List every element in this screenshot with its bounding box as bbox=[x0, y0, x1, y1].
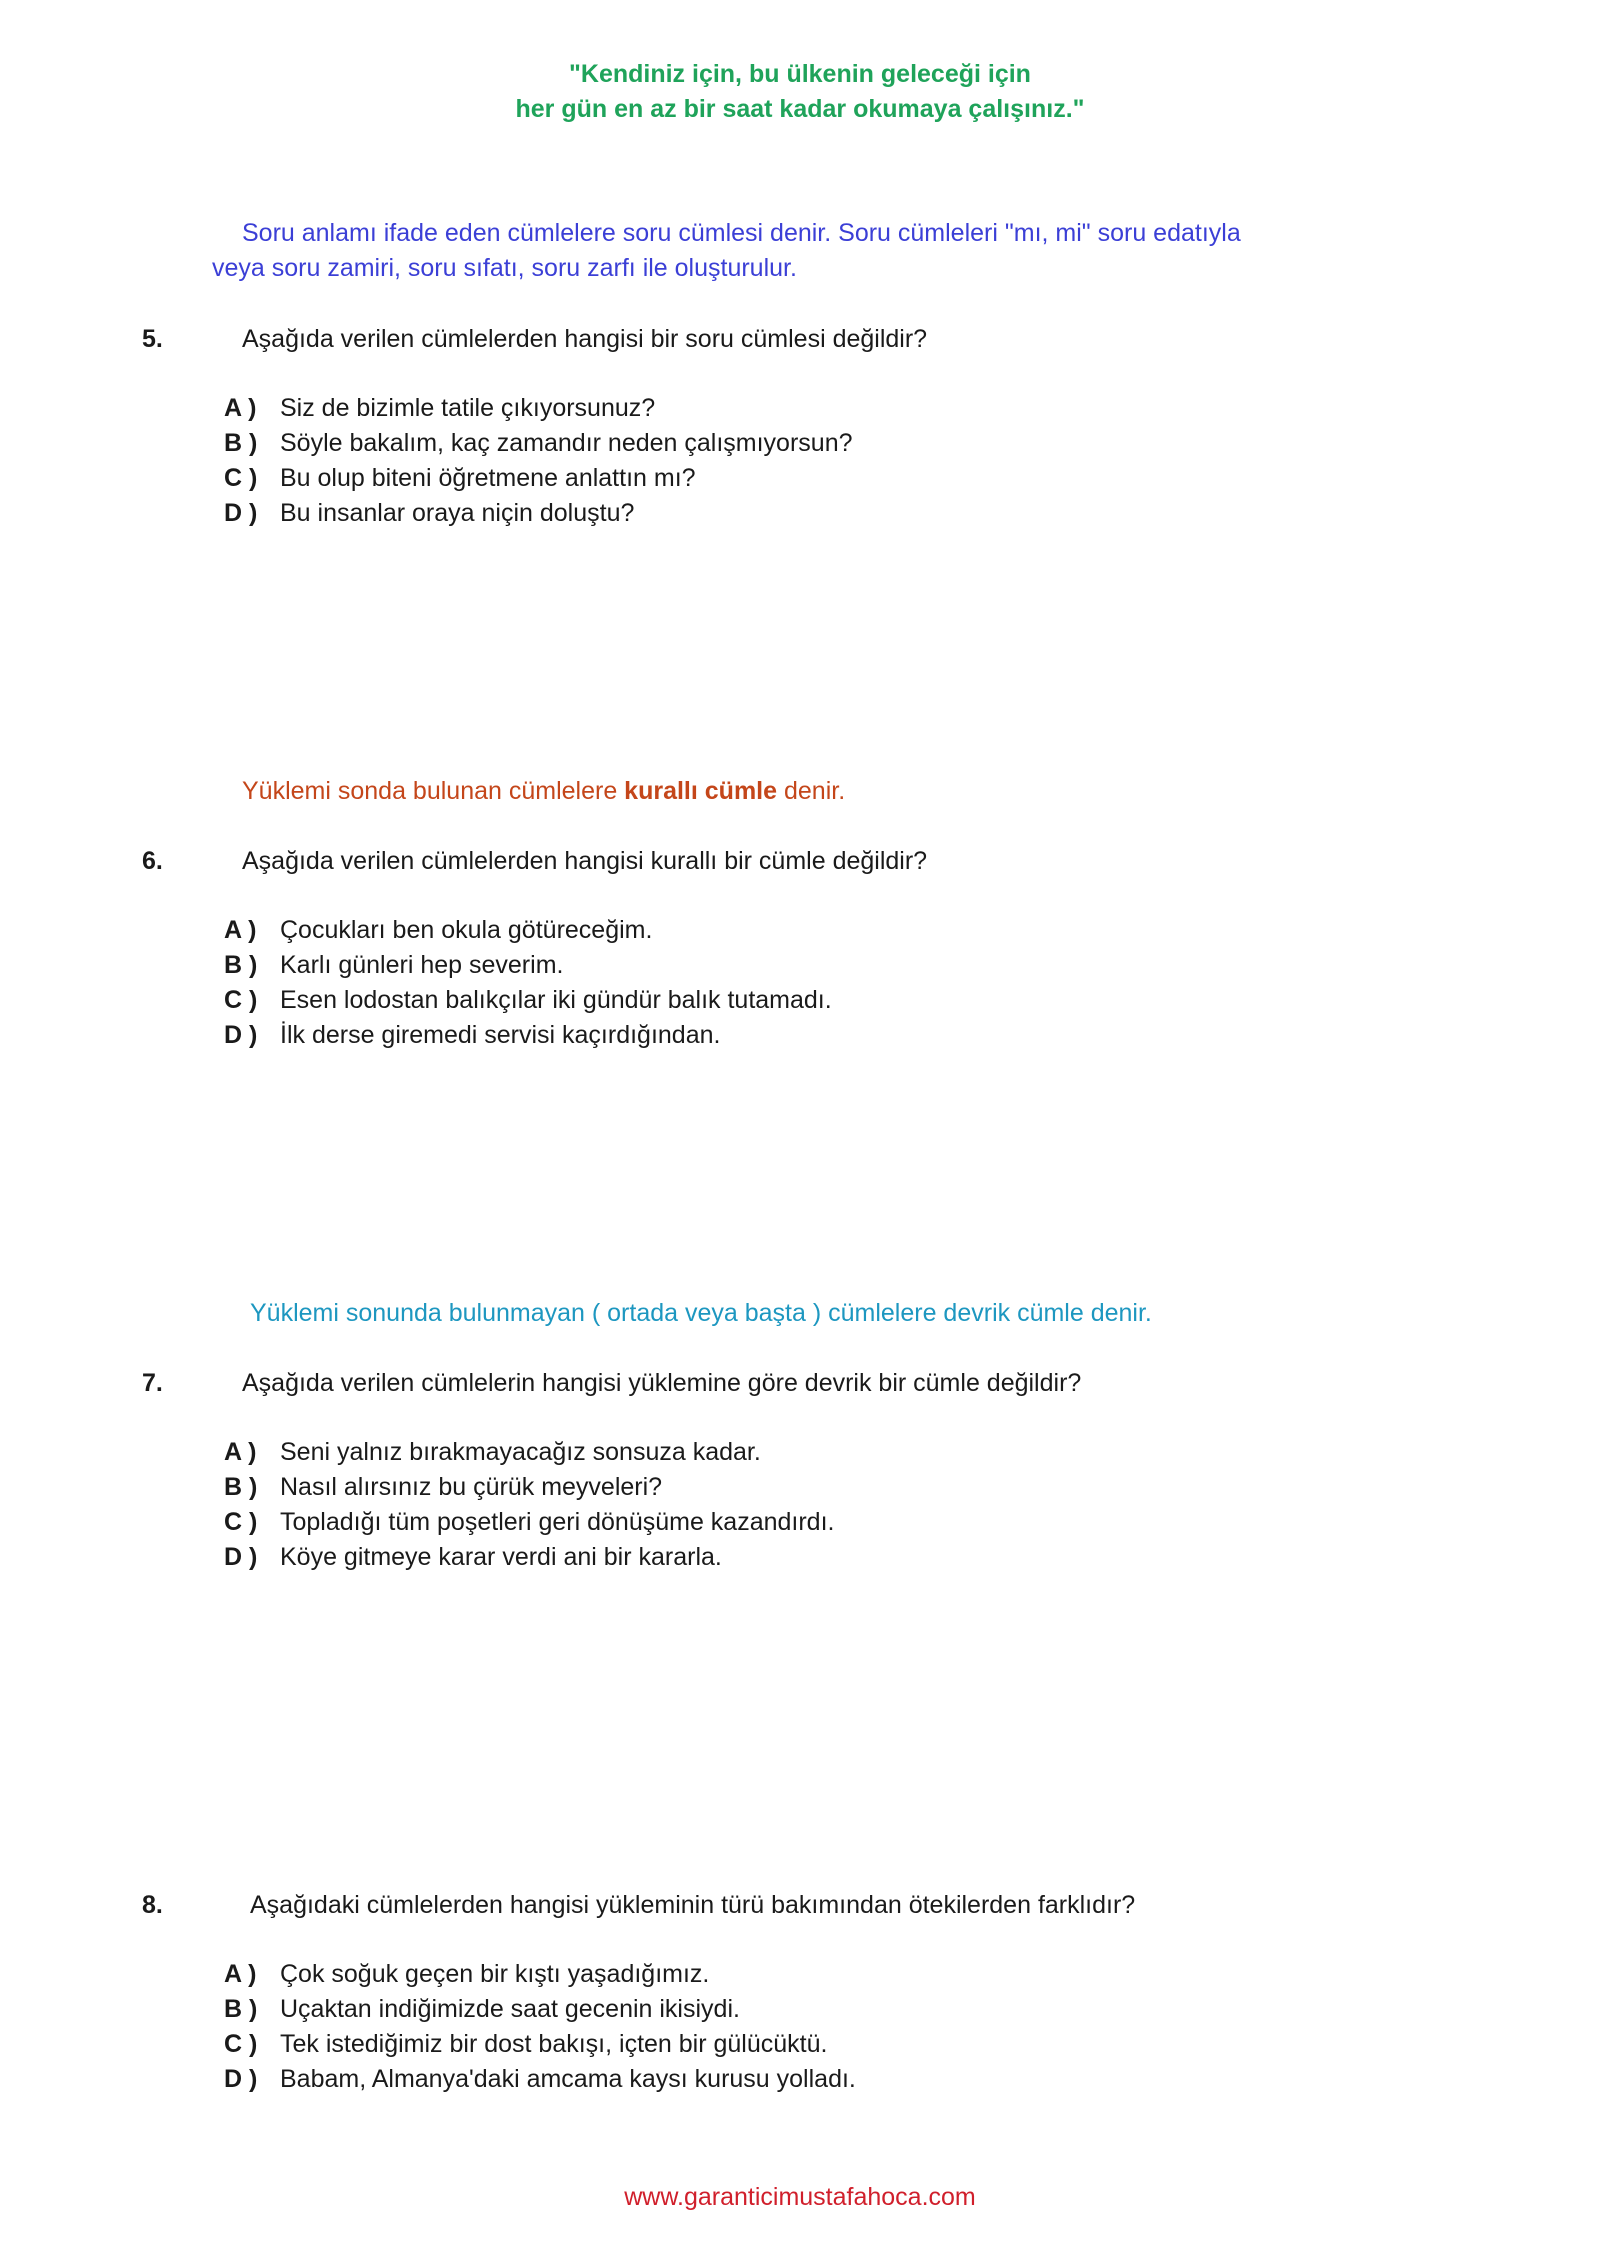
option-letter: C ) bbox=[224, 986, 258, 1014]
option-text: Söyle bakalım, kaç zamandır neden çalışmıyorsun? bbox=[280, 429, 853, 457]
note-text: Yüklemi sonda bulunan cümlelere bbox=[242, 777, 625, 805]
option-text: Köye gitmeye karar verdi ani bir kararla. bbox=[280, 1543, 722, 1571]
option-5-d[interactable] bbox=[224, 496, 634, 531]
option-8-b[interactable] bbox=[224, 1992, 740, 2027]
question-text-7: Aşağıda verilen cümlelerin hangisi yüklemine göre devrik bir cümle değildir? bbox=[242, 1369, 1082, 1397]
question-text-5: Aşağıda verilen cümlelerden hangisi bir soru cümlesi değildir? bbox=[242, 325, 928, 353]
option-8-a[interactable] bbox=[224, 1957, 709, 1992]
option-text: Çok soğuk geçen bir kıştı yaşadığımız. bbox=[280, 1960, 710, 1988]
option-5-a[interactable] bbox=[224, 391, 655, 426]
option-letter: D ) bbox=[224, 499, 258, 527]
info-note-regular-sentence bbox=[242, 774, 845, 809]
info-note-inverted-sentence: Yüklemi sonunda bulunmayan ( ortada veya başta ) cümlelere devrik cümle denir. bbox=[250, 1299, 1152, 1327]
option-letter: B ) bbox=[224, 951, 258, 979]
option-text: Nasıl alırsınız bu çürük meyveleri? bbox=[280, 1473, 663, 1501]
option-6-b[interactable] bbox=[224, 948, 563, 983]
option-text: Babam, Almanya'daki amcama kaysı kurusu yolladı. bbox=[280, 2065, 856, 2093]
option-text: Karlı günleri hep severim. bbox=[280, 951, 564, 979]
option-letter: A ) bbox=[224, 1960, 257, 1988]
option-7-c[interactable] bbox=[224, 1505, 834, 1540]
question-number-7: 7. bbox=[142, 1369, 163, 1397]
question-text-8: Aşağıdaki cümlelerden hangisi yükleminin türü bakımından ötekilerden farklıdır? bbox=[250, 1891, 1136, 1919]
question-text-6: Aşağıda verilen cümlelerden hangisi kurallı bir cümle değildir? bbox=[242, 847, 928, 875]
option-text: İlk derse giremedi servisi kaçırdığından. bbox=[280, 1021, 721, 1049]
option-letter: B ) bbox=[224, 429, 258, 457]
quote-line-2: her gün en az bir saat kadar okumaya çalışınız." bbox=[515, 95, 1085, 123]
option-letter: C ) bbox=[224, 2030, 258, 2058]
question-number-5: 5. bbox=[142, 325, 163, 353]
option-letter: A ) bbox=[224, 394, 257, 422]
option-letter: B ) bbox=[224, 1473, 258, 1501]
option-6-c[interactable] bbox=[224, 983, 832, 1018]
option-6-d[interactable] bbox=[224, 1018, 720, 1053]
option-text: Uçaktan indiğimizde saat gecenin ikisiydi. bbox=[280, 1995, 740, 2023]
option-letter: D ) bbox=[224, 1543, 258, 1571]
option-letter: D ) bbox=[224, 2065, 258, 2093]
info-note-question-sentence-2: veya soru zamiri, soru sıfatı, soru zarfı ile oluşturulur. bbox=[212, 254, 797, 282]
note-bold-term: kurallı cümle bbox=[624, 777, 778, 805]
option-7-d[interactable] bbox=[224, 1540, 722, 1575]
option-text: Çocukları ben okula götüreceğim. bbox=[280, 916, 653, 944]
option-text: Esen lodostan balıkçılar iki gündür balık tutamadı. bbox=[280, 986, 832, 1014]
info-note-question-sentence-1: Soru anlamı ifade eden cümlelere soru cümlesi denir. Soru cümleleri "mı, mi" soru edatıyla bbox=[242, 219, 1241, 247]
option-6-a[interactable] bbox=[224, 913, 652, 948]
note-text: denir. bbox=[777, 777, 846, 805]
option-text: Bu olup biteni öğretmene anlattın mı? bbox=[280, 464, 696, 492]
option-letter: C ) bbox=[224, 464, 258, 492]
option-8-c[interactable] bbox=[224, 2027, 827, 2062]
option-letter: A ) bbox=[224, 916, 257, 944]
option-text: Bu insanlar oraya niçin doluştu? bbox=[280, 499, 635, 527]
option-5-b[interactable] bbox=[224, 426, 853, 461]
option-text: Siz de bizimle tatile çıkıyorsunuz? bbox=[280, 394, 656, 422]
footer-website-link[interactable]: www.garanticimustafahoca.com bbox=[624, 2183, 976, 2211]
option-text: Topladığı tüm poşetleri geri dönüşüme kazandırdı. bbox=[280, 1508, 835, 1536]
option-text: Tek istediğimiz bir dost bakışı, içten bir gülücüktü. bbox=[280, 2030, 828, 2058]
option-text: Seni yalnız bırakmayacağız sonsuza kadar. bbox=[280, 1438, 761, 1466]
option-letter: D ) bbox=[224, 1021, 258, 1049]
quote-line-1: "Kendiniz için, bu ülkenin geleceği için bbox=[569, 60, 1031, 88]
question-number-8: 8. bbox=[142, 1891, 163, 1919]
option-letter: C ) bbox=[224, 1508, 258, 1536]
option-8-d[interactable] bbox=[224, 2062, 856, 2097]
option-letter: A ) bbox=[224, 1438, 257, 1466]
option-7-b[interactable] bbox=[224, 1470, 662, 1505]
option-7-a[interactable] bbox=[224, 1435, 761, 1470]
option-letter: B ) bbox=[224, 1995, 258, 2023]
option-5-c[interactable] bbox=[224, 461, 696, 496]
question-number-6: 6. bbox=[142, 847, 163, 875]
